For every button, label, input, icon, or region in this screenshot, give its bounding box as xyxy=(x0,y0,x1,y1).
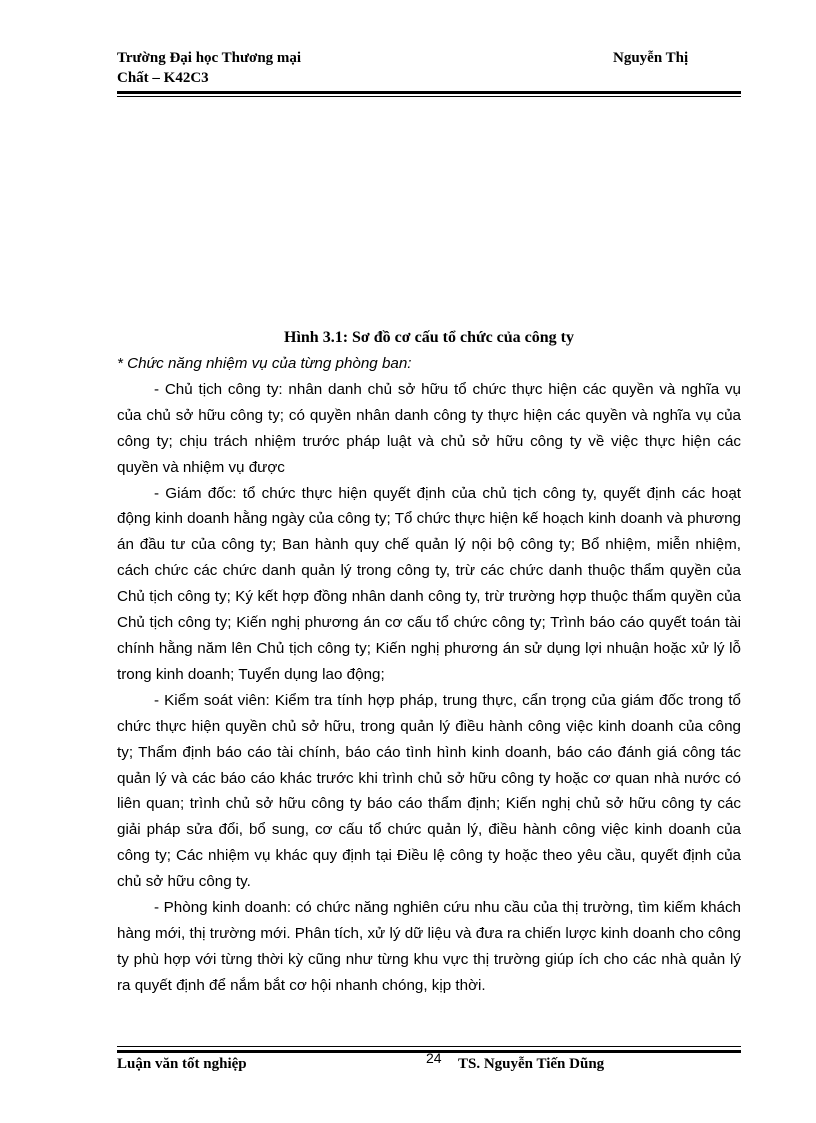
author-name: Nguyễn Thị xyxy=(613,50,689,66)
footer-rule-thin xyxy=(117,1046,741,1047)
body-text xyxy=(117,351,741,999)
page-header xyxy=(117,50,741,89)
paragraph-sales-department: - Phòng kinh doanh: có chức năng nghiên cứu nhu cầu của thị trường, tìm kiếm khách hàng mới, thị trường mới. Phân tích, xử lý dữ liệu và đưa ra chiến lược kinh doanh cho công ty phù hợp với từng thời kỳ cũng như từng khu vực thị trường giúp ích cho các nhà quản lý ra quyết định để nắm bắt cơ hội nhanh chóng, kịp thời. xyxy=(117,899,741,994)
header-rule-thin xyxy=(117,96,741,97)
section-heading: * Chức năng nhiệm vụ của từng phòng ban: xyxy=(117,355,412,372)
page-number: 24 xyxy=(426,1050,442,1066)
paragraph-director: - Giám đốc: tổ chức thực hiện quyết định của chủ tịch công ty, quyết định các hoạt động kinh doanh hằng ngày của công ty; Tổ chức thực hiện kế hoạch kinh doanh và phương án đầu tư của công ty; Ban hành quy chế quản lý nội bộ công ty; Bổ nhiệm, miễn nhiệm, cách chức các chức danh quản lý trong công ty, trừ các chức danh thuộc thẩm quyền của Chủ tịch công ty; Ký kết hợp đồng nhân danh công ty, trừ trường hợp thuộc thẩm quyền của Chủ tịch công ty; Kiến nghị phương án cơ cấu tổ chức công ty; Trình báo cáo quyết toán tài chính hằng năm lên Chủ tịch công ty; Kiến nghị phương án sử dụng lợi nhuận hoặc xử lý lỗ trong kinh doanh; Tuyển dụng lao động; xyxy=(117,484,741,683)
figure-caption: Hình 3.1: Sơ đồ cơ cấu tổ chức của công ty xyxy=(284,329,574,346)
class-line: Chất – K42C3 xyxy=(117,70,209,86)
paragraph-controller: - Kiểm soát viên: Kiểm tra tính hợp pháp, trung thực, cẩn trọng của giám đốc trong tổ chức thực hiện quyền chủ sở hữu, trong quản lý điều hành công việc kinh doanh của công ty; Thẩm định báo cáo tài chính, báo cáo tình hình kinh doanh, báo cáo đánh giá công tác quản lý và các báo cáo khác trước khi trình chủ sở hữu công ty hoặc cơ quan nhà nước có liên quan; trình chủ sở hữu công ty báo cáo thẩm định; Kiến nghị chủ sở hữu công ty các giải pháp sửa đổi, bổ sung, cơ cấu tổ chức quản lý, điều hành công việc kinh doanh của công ty; Các nhiệm vụ khác quy định tại Điều lệ công ty hoặc theo yêu cầu, quyết định của chủ sở hữu công ty. xyxy=(117,691,741,891)
header-rule-thick xyxy=(117,91,741,94)
footer-supervisor: TS. Nguyễn Tiến Dũng xyxy=(458,1056,605,1072)
footer-thesis-label: Luận văn tốt nghiệp xyxy=(117,1056,247,1072)
paragraph-chairman: - Chủ tịch công ty: nhân danh chủ sở hữu tổ chức thực hiện các quyền và nghĩa vụ của chủ sở hữu công ty; có quyền nhân danh công ty thực hiện các quyền và nghĩa vụ của công ty; chịu trách nhiệm trước pháp luật và chủ sở hữu công ty về việc thực hiện các quyền và nhiệm vụ được xyxy=(117,380,741,476)
school-name: Trường Đại học Thương mại xyxy=(117,50,302,66)
page-footer xyxy=(117,1050,741,1077)
